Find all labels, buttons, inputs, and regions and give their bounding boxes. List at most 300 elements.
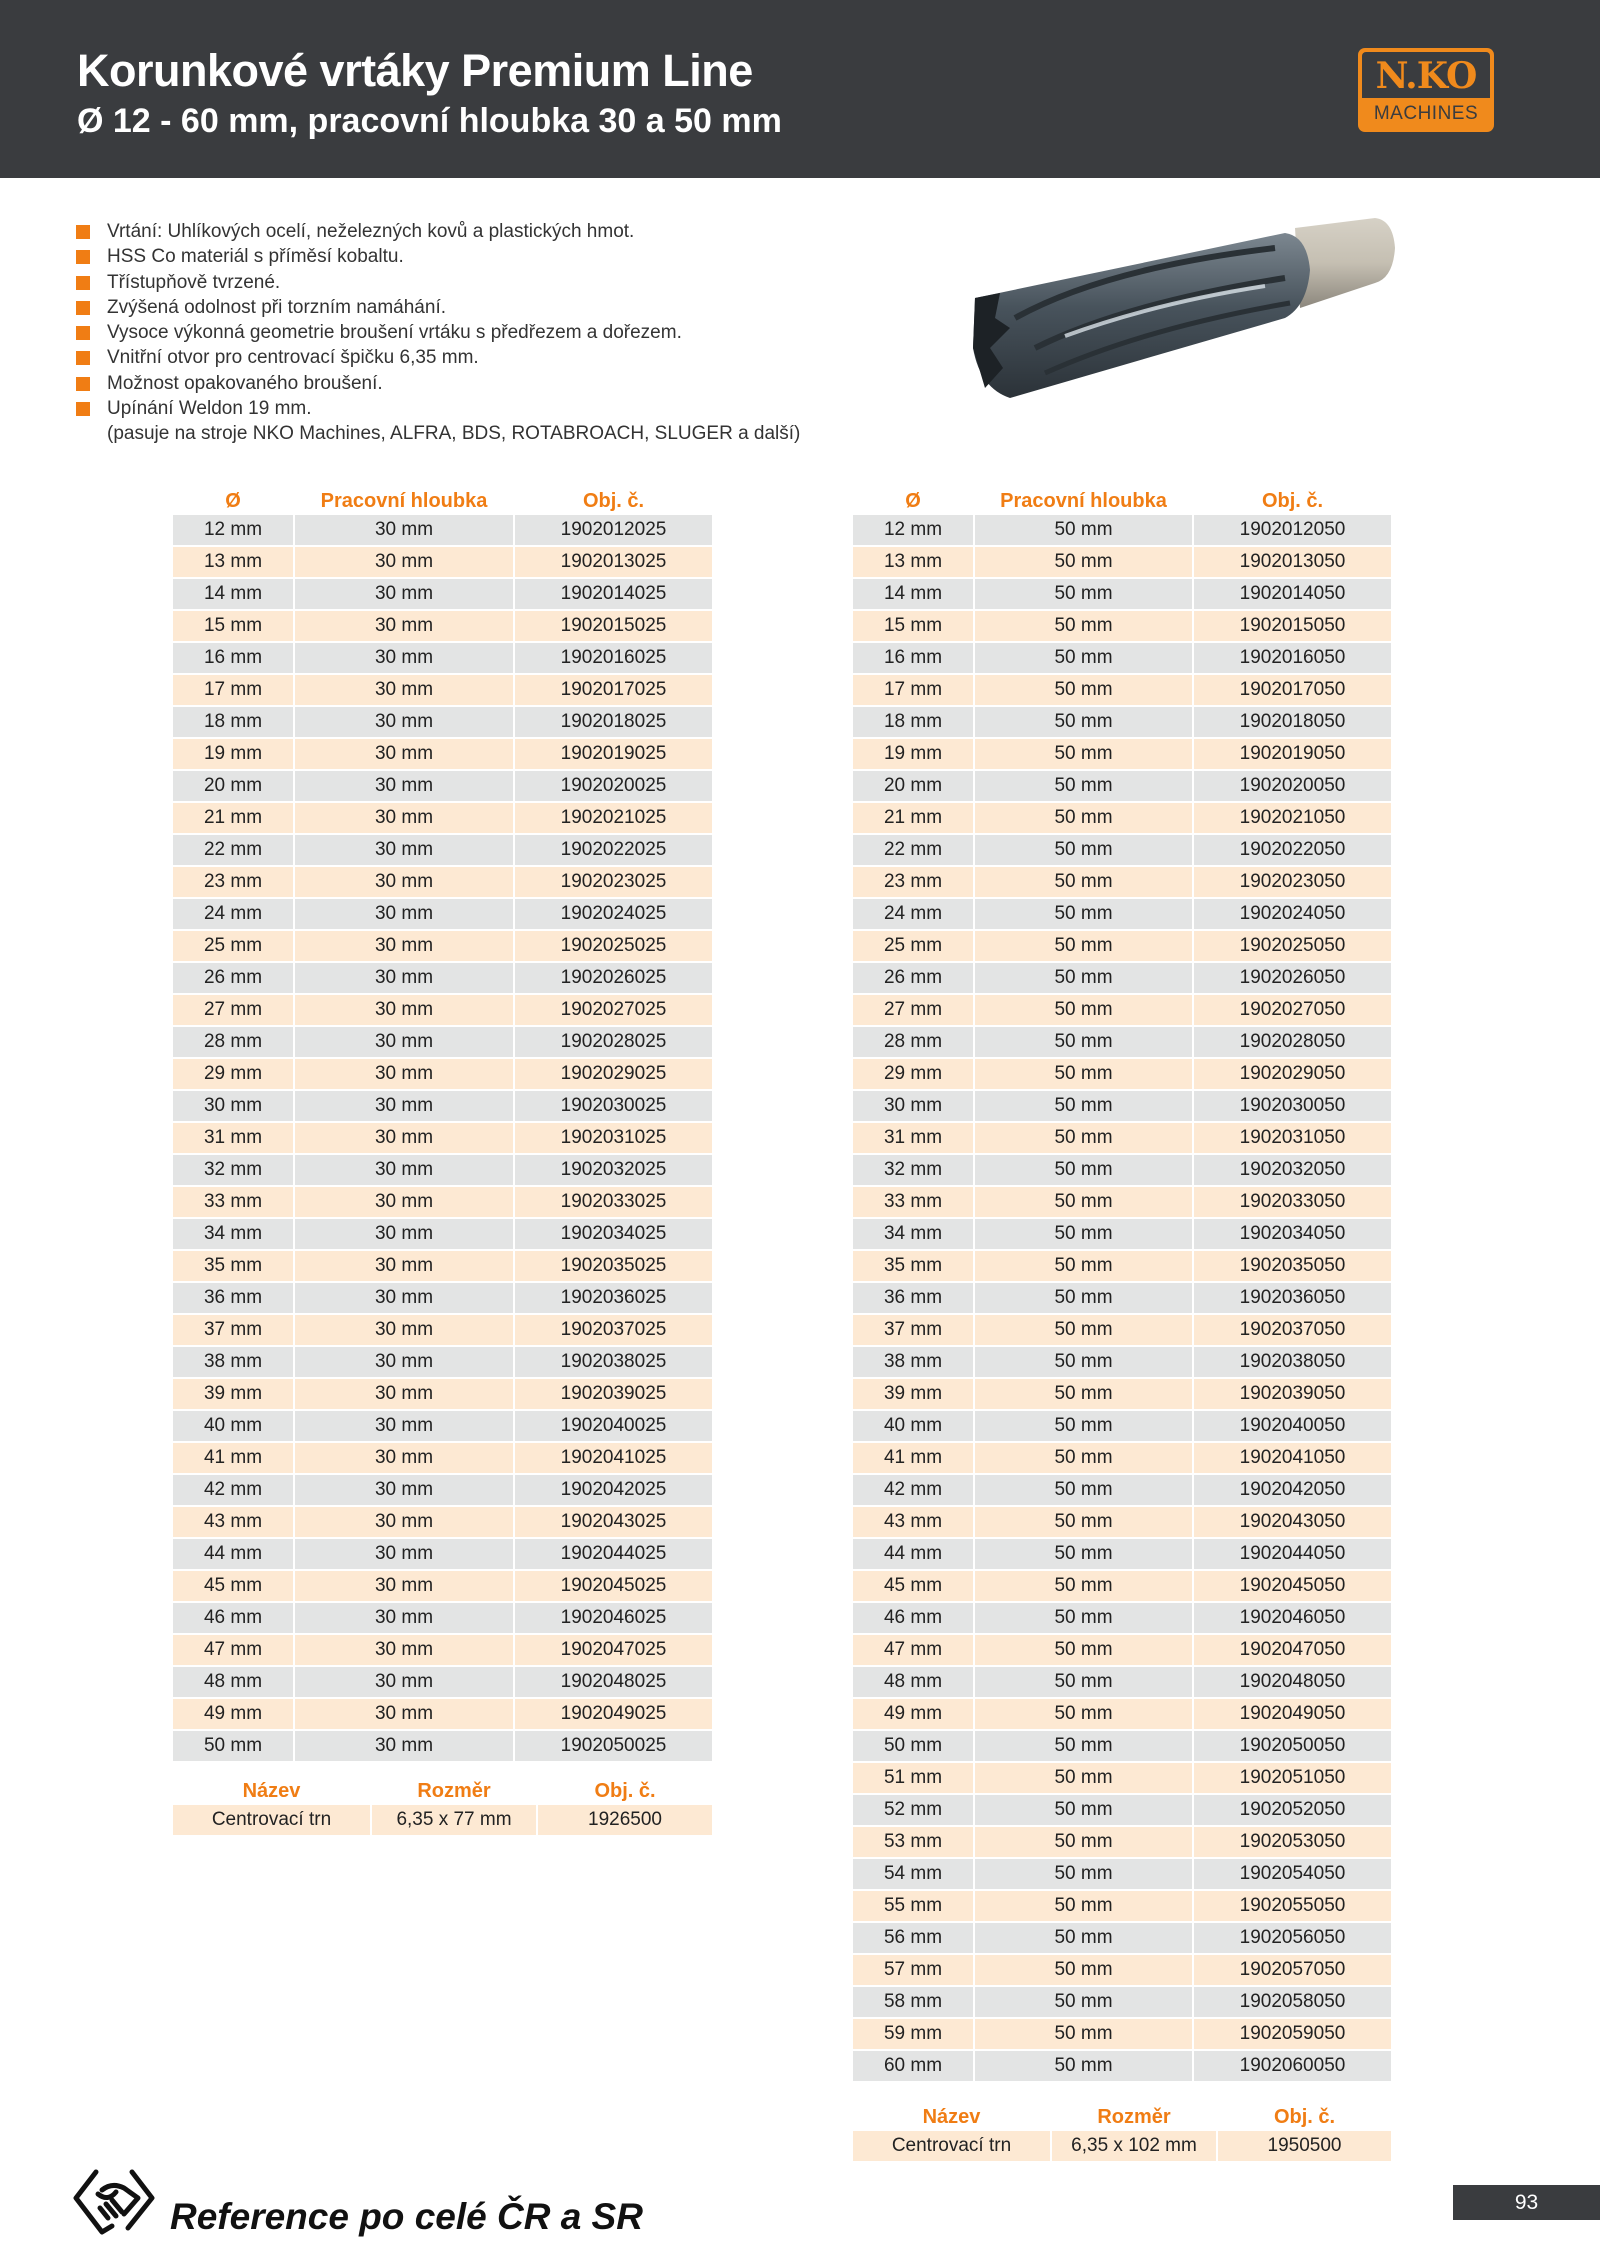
cell-order-no: 1902024050 [1194,899,1391,929]
table-row [853,515,1391,547]
accessory-name: Centrovací trn [853,2131,1050,2161]
cell-depth: 30 mm [295,835,513,865]
table-row [173,1539,712,1571]
cell-order-no: 1902013025 [515,547,712,577]
table-header [853,487,1391,515]
cell-diameter: 16 mm [853,643,973,673]
cell-diameter: 12 mm [173,515,293,545]
cell-depth: 50 mm [975,1539,1192,1569]
cell-diameter: 45 mm [853,1571,973,1601]
feature-text: Upínání Weldon 19 mm. [107,398,312,420]
table-row [853,1795,1391,1827]
cell-diameter: 32 mm [853,1155,973,1185]
cell-diameter: 12 mm [853,515,973,545]
cell-depth: 50 mm [975,1443,1192,1473]
cell-diameter: 18 mm [853,707,973,737]
bullet-square-icon [76,301,90,315]
cell-depth: 30 mm [295,1347,513,1377]
feature-item [76,270,800,295]
col-header-diameter: Ø [225,490,241,512]
accessory-table-50 [853,2103,1391,2163]
cell-depth: 50 mm [975,579,1192,609]
cell-order-no: 1902035050 [1194,1251,1391,1281]
cell-depth: 50 mm [975,1635,1192,1665]
cell-order-no: 1902036025 [515,1283,712,1313]
table-row [853,1923,1391,1955]
cell-depth: 50 mm [975,1667,1192,1697]
cell-depth: 50 mm [975,1315,1192,1345]
cell-depth: 30 mm [295,995,513,1025]
cell-order-no: 1902048050 [1194,1667,1391,1697]
feature-text: Možnost opakovaného broušení. [107,372,383,394]
col-header-name: Název [922,2106,981,2128]
table-row [853,1763,1391,1795]
table-row [853,643,1391,675]
cell-depth: 50 mm [975,2019,1192,2049]
cell-order-no: 1902027050 [1194,995,1391,1025]
table-row [173,1731,712,1763]
table-row [173,867,712,899]
cell-diameter: 31 mm [173,1123,293,1153]
page-title: Korunkové vrtáky Premium Line [77,45,753,96]
table-row [173,899,712,931]
table-row [173,1155,712,1187]
cell-order-no: 1902027025 [515,995,712,1025]
cell-order-no: 1902060050 [1194,2051,1391,2081]
cell-depth: 30 mm [295,707,513,737]
table-row [853,931,1391,963]
cell-order-no: 1902049050 [1194,1699,1391,1729]
cell-order-no: 1902014050 [1194,579,1391,609]
cell-order-no: 1902012050 [1194,515,1391,545]
table-row [853,1251,1391,1283]
cell-diameter: 15 mm [853,611,973,641]
cell-depth: 30 mm [295,1027,513,1057]
cell-diameter: 26 mm [853,963,973,993]
cell-diameter: 27 mm [853,995,973,1025]
bullet-square-icon [76,276,90,290]
cell-diameter: 31 mm [853,1123,973,1153]
cell-order-no: 1902034025 [515,1219,712,1249]
cell-depth: 30 mm [295,1443,513,1473]
cell-depth: 50 mm [975,1379,1192,1409]
table-row [853,1283,1391,1315]
cell-diameter: 57 mm [853,1955,973,1985]
cell-depth: 50 mm [975,1827,1192,1857]
cell-order-no: 1902044025 [515,1539,712,1569]
cell-depth: 50 mm [975,643,1192,673]
table-row [853,1059,1391,1091]
cell-depth: 50 mm [975,675,1192,705]
cell-depth: 30 mm [295,739,513,769]
table-row [853,1827,1391,1859]
table-header [853,2103,1391,2131]
cell-depth: 30 mm [295,1731,513,1761]
table-row [853,1315,1391,1347]
table-row [853,1219,1391,1251]
cell-diameter: 22 mm [853,835,973,865]
cell-diameter: 17 mm [853,675,973,705]
table-row [853,867,1391,899]
table-row [173,547,712,579]
cell-order-no: 1902017050 [1194,675,1391,705]
cell-depth: 30 mm [295,771,513,801]
accessory-size: 6,35 x 102 mm [1052,2131,1216,2161]
table-row [853,1507,1391,1539]
table-row [173,643,712,675]
table-depth-50 [853,487,1391,2083]
cell-diameter: 43 mm [853,1507,973,1537]
feature-text: Vnitřní otvor pro centrovací špičku 6,35 mm. [107,347,479,369]
cell-order-no: 1902018025 [515,707,712,737]
cell-order-no: 1902045050 [1194,1571,1391,1601]
cell-diameter: 17 mm [173,675,293,705]
cell-depth: 50 mm [975,1059,1192,1089]
cell-depth: 50 mm [975,1987,1192,2017]
table-row [173,1091,712,1123]
table-row [173,963,712,995]
cell-depth: 50 mm [975,1923,1192,1953]
cell-depth: 30 mm [295,803,513,833]
table-row [173,803,712,835]
cell-diameter: 49 mm [853,1699,973,1729]
cell-diameter: 58 mm [853,1987,973,2017]
cell-depth: 30 mm [295,1251,513,1281]
table-row [853,1955,1391,1987]
table-row [173,611,712,643]
cell-diameter: 14 mm [853,579,973,609]
cell-order-no: 1902019050 [1194,739,1391,769]
table-row [853,1635,1391,1667]
cell-diameter: 42 mm [853,1475,973,1505]
table-row [853,1027,1391,1059]
feature-item [76,345,800,370]
cell-diameter: 22 mm [173,835,293,865]
table-row [173,771,712,803]
cell-order-no: 1902032050 [1194,1155,1391,1185]
table-row [173,1219,712,1251]
cell-diameter: 21 mm [853,803,973,833]
cell-depth: 30 mm [295,1091,513,1121]
table-row [853,2051,1391,2083]
table-row [853,707,1391,739]
cell-diameter: 20 mm [853,771,973,801]
cell-depth: 50 mm [975,515,1192,545]
cell-depth: 50 mm [975,835,1192,865]
cell-diameter: 37 mm [173,1315,293,1345]
cell-order-no: 1902050050 [1194,1731,1391,1761]
table-row [853,1123,1391,1155]
accessory-order-no: 1950500 [1218,2131,1391,2161]
bullet-square-icon [76,351,90,365]
table-row [173,1187,712,1219]
table-row [853,803,1391,835]
cell-diameter: 46 mm [853,1603,973,1633]
table-row [173,1347,712,1379]
cell-diameter: 40 mm [853,1411,973,1441]
col-header-order-no: Obj. č. [1261,490,1324,512]
cell-order-no: 1902040050 [1194,1411,1391,1441]
cell-diameter: 38 mm [173,1347,293,1377]
table-row [853,1539,1391,1571]
feature-item [76,320,800,345]
bullet-square-icon [76,326,90,340]
cell-order-no: 1902021050 [1194,803,1391,833]
cell-diameter: 35 mm [173,1251,293,1281]
cell-order-no: 1902052050 [1194,1795,1391,1825]
table-row [853,547,1391,579]
cell-diameter: 39 mm [173,1379,293,1409]
cell-order-no: 1902033025 [515,1187,712,1217]
cell-order-no: 1902039050 [1194,1379,1391,1409]
cell-order-no: 1902012025 [515,515,712,545]
table-row [173,1571,712,1603]
cell-diameter: 48 mm [853,1667,973,1697]
cell-depth: 30 mm [295,867,513,897]
cell-diameter: 16 mm [173,643,293,673]
cell-depth: 30 mm [295,963,513,993]
table-row [853,1731,1391,1763]
cell-diameter: 19 mm [853,739,973,769]
table-row [853,1667,1391,1699]
cell-order-no: 1902026025 [515,963,712,993]
cell-depth: 50 mm [975,1955,1192,1985]
cell-order-no: 1902043025 [515,1507,712,1537]
nko-machines-logo [1358,48,1494,132]
cell-diameter: 33 mm [173,1187,293,1217]
cell-order-no: 1902031025 [515,1123,712,1153]
cell-depth: 30 mm [295,547,513,577]
cell-depth: 50 mm [975,707,1192,737]
cell-diameter: 28 mm [173,1027,293,1057]
cell-diameter: 53 mm [853,1827,973,1857]
table-row [173,1123,712,1155]
table-row [173,1805,712,1837]
cell-order-no: 1902023025 [515,867,712,897]
cell-depth: 50 mm [975,931,1192,961]
table-row [853,1155,1391,1187]
cell-order-no: 1902048025 [515,1667,712,1697]
cell-order-no: 1902020025 [515,771,712,801]
bullet-square-icon [76,225,90,239]
table-row [173,1027,712,1059]
table-row [173,1283,712,1315]
cell-diameter: 28 mm [853,1027,973,1057]
cell-diameter: 29 mm [853,1059,973,1089]
cell-order-no: 1902019025 [515,739,712,769]
table-row [173,1251,712,1283]
cell-depth: 30 mm [295,1571,513,1601]
cell-depth: 50 mm [975,1283,1192,1313]
cell-order-no: 1902047050 [1194,1635,1391,1665]
table-row [173,515,712,547]
feature-item [76,244,800,269]
cell-diameter: 42 mm [173,1475,293,1505]
cell-depth: 30 mm [295,1379,513,1409]
cell-order-no: 1902046050 [1194,1603,1391,1633]
table-row [173,1507,712,1539]
cell-depth: 50 mm [975,1347,1192,1377]
table-row [853,1379,1391,1411]
table-row [173,579,712,611]
feature-item [76,371,800,396]
table-row [173,1443,712,1475]
cell-order-no: 1902015025 [515,611,712,641]
cell-depth: 50 mm [975,611,1192,641]
cell-order-no: 1902058050 [1194,1987,1391,2017]
cell-order-no: 1902028025 [515,1027,712,1057]
cell-depth: 50 mm [975,771,1192,801]
table-row [853,1699,1391,1731]
cell-order-no: 1902041050 [1194,1443,1391,1473]
table-row [173,675,712,707]
cell-depth: 50 mm [975,1603,1192,1633]
page-header [0,0,1600,178]
cell-order-no: 1902037025 [515,1315,712,1345]
cell-diameter: 49 mm [173,1699,293,1729]
cell-order-no: 1902039025 [515,1379,712,1409]
core-drill-image [955,208,1395,418]
cell-depth: 50 mm [975,1763,1192,1793]
table-row [173,1059,712,1091]
cell-order-no: 1902042025 [515,1475,712,1505]
cell-order-no: 1902041025 [515,1443,712,1473]
table-row [173,1699,712,1731]
cell-depth: 30 mm [295,1475,513,1505]
cell-order-no: 1902029050 [1194,1059,1391,1089]
table-header [173,487,712,515]
cell-order-no: 1902042050 [1194,1475,1391,1505]
col-header-depth: Pracovní hloubka [1000,490,1167,512]
cell-depth: 30 mm [295,1507,513,1537]
cell-diameter: 29 mm [173,1059,293,1089]
feature-text: Vrtání: Uhlíkových ocelí, neželezných kovů a plastických hmot. [107,221,635,242]
cell-diameter: 50 mm [173,1731,293,1761]
cell-order-no: 1902028050 [1194,1027,1391,1057]
cell-diameter: 54 mm [853,1859,973,1889]
cell-order-no: 1902049025 [515,1699,712,1729]
table-row [853,1347,1391,1379]
cell-order-no: 1902018050 [1194,707,1391,737]
cell-order-no: 1902015050 [1194,611,1391,641]
feature-list [76,219,800,446]
cell-diameter: 23 mm [853,867,973,897]
cell-depth: 30 mm [295,1635,513,1665]
cell-order-no: 1902055050 [1194,1891,1391,1921]
feature-item [76,295,800,320]
cell-depth: 30 mm [295,1411,513,1441]
table-row [173,739,712,771]
feature-note: (pasuje na stroje NKO Machines, ALFRA, BDS, ROTABROACH, SLUGER a další) [107,423,801,445]
cell-diameter: 20 mm [173,771,293,801]
table-row [853,1091,1391,1123]
table-row [173,995,712,1027]
accessory-table-30 [173,1777,712,1837]
table-row [173,1603,712,1635]
cell-order-no: 1902020050 [1194,771,1391,801]
cell-diameter: 50 mm [853,1731,973,1761]
page-number: 93 [1453,2185,1600,2220]
cell-diameter: 18 mm [173,707,293,737]
cell-diameter: 46 mm [173,1603,293,1633]
cell-order-no: 1902017025 [515,675,712,705]
cell-depth: 50 mm [975,963,1192,993]
cell-depth: 30 mm [295,899,513,929]
cell-diameter: 41 mm [853,1443,973,1473]
cell-order-no: 1902035025 [515,1251,712,1281]
table-row [853,1571,1391,1603]
cell-diameter: 37 mm [853,1315,973,1345]
feature-item [76,396,800,421]
cell-diameter: 30 mm [853,1091,973,1121]
cell-order-no: 1902014025 [515,579,712,609]
footer-reference-text: Reference po celé ČR a SR [170,2196,643,2237]
feature-text: Vysoce výkonná geometrie broušení vrtáku s předřezem a dořezem. [107,322,682,344]
table-row [173,707,712,739]
table-row [853,1603,1391,1635]
cell-diameter: 13 mm [173,547,293,577]
cell-diameter: 48 mm [173,1667,293,1697]
cell-diameter: 39 mm [853,1379,973,1409]
feature-text: Zvýšená odolnost při torzním namáhání. [107,296,447,318]
cell-diameter: 23 mm [173,867,293,897]
cell-diameter: 45 mm [173,1571,293,1601]
cell-depth: 50 mm [975,1571,1192,1601]
col-header-order-no: Obj. č. [582,490,645,512]
cell-order-no: 1902051050 [1194,1763,1391,1793]
bullet-square-icon [76,377,90,391]
cell-depth: 50 mm [975,1219,1192,1249]
cell-order-no: 1902029025 [515,1059,712,1089]
table-row [173,1667,712,1699]
cell-depth: 30 mm [295,1315,513,1345]
table-row [173,835,712,867]
table-row [853,739,1391,771]
cell-depth: 50 mm [975,995,1192,1025]
col-header-depth: Pracovní hloubka [320,490,488,512]
cell-depth: 30 mm [295,1219,513,1249]
feature-item [76,219,800,244]
table-row [853,1411,1391,1443]
col-header-name: Název [242,1780,301,1802]
cell-order-no: 1902059050 [1194,2019,1391,2049]
table-row [173,1475,712,1507]
cell-diameter: 19 mm [173,739,293,769]
table-row [173,1379,712,1411]
table-row [173,1635,712,1667]
cell-depth: 30 mm [295,611,513,641]
cell-order-no: 1902030025 [515,1091,712,1121]
cell-order-no: 1902032025 [515,1155,712,1185]
cell-diameter: 15 mm [173,611,293,641]
cell-diameter: 60 mm [853,2051,973,2081]
table-row [853,1187,1391,1219]
cell-order-no: 1902013050 [1194,547,1391,577]
cell-order-no: 1902038050 [1194,1347,1391,1377]
table-row [853,963,1391,995]
cell-order-no: 1902033050 [1194,1187,1391,1217]
logo-mark-area [1362,52,1490,98]
cell-diameter: 14 mm [173,579,293,609]
cell-diameter: 44 mm [173,1539,293,1569]
table-row [853,899,1391,931]
cell-depth: 50 mm [975,803,1192,833]
cell-diameter: 59 mm [853,2019,973,2049]
cell-order-no: 1902016050 [1194,643,1391,673]
cell-order-no: 1902047025 [515,1635,712,1665]
col-header-size: Rozměr [1097,2106,1171,2128]
page-subtitle: Ø 12 - 60 mm, pracovní hloubka 30 a 50 mm [77,102,782,140]
